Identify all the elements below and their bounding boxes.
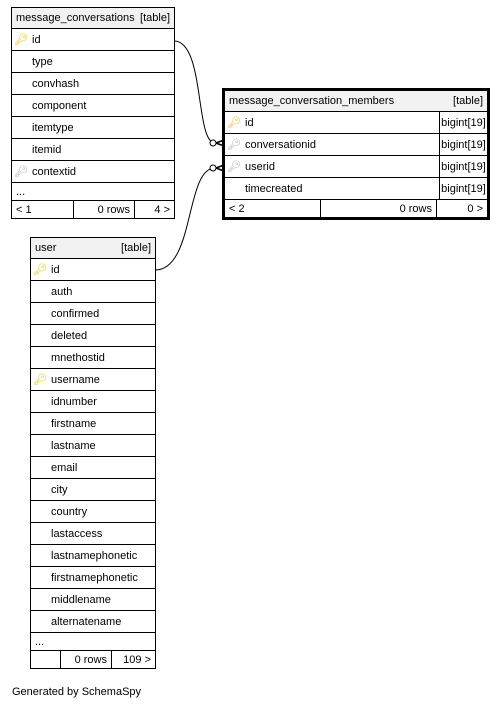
column-row[interactable] xyxy=(225,112,487,134)
column-name: username xyxy=(51,373,100,386)
column-row[interactable] xyxy=(31,611,155,633)
column-row[interactable] xyxy=(31,413,155,435)
column-row[interactable] xyxy=(12,139,174,161)
parent-count[interactable]: < 2 xyxy=(225,200,321,217)
column-row[interactable] xyxy=(31,369,155,391)
relation-conversation-link xyxy=(174,41,215,143)
column-name: type xyxy=(32,55,53,68)
table-message-conversations[interactable] xyxy=(11,7,175,219)
more-columns: ... xyxy=(31,633,155,651)
column-name: lastaccess xyxy=(51,527,103,540)
column-type: bigint[19] xyxy=(439,178,487,199)
column-row[interactable] xyxy=(31,435,155,457)
foreign-key-icon: 🔑︎ xyxy=(227,161,241,173)
column-name: deleted xyxy=(51,329,88,342)
column-name: id xyxy=(245,116,254,129)
column-name: mnethostid xyxy=(51,351,105,364)
table-footer xyxy=(225,200,487,217)
row-count: 0 rows xyxy=(61,651,112,668)
foreign-key-icon: 🔑︎ xyxy=(14,166,28,178)
column-name: itemid xyxy=(32,143,62,156)
column-row[interactable] xyxy=(31,589,155,611)
primary-key-icon: 🔑︎ xyxy=(33,264,47,276)
table-name: user xyxy=(35,242,57,254)
column-row[interactable] xyxy=(12,95,174,117)
column-row[interactable] xyxy=(31,457,155,479)
parent-count[interactable]: < 1 xyxy=(12,201,74,218)
child-count[interactable]: 109 > xyxy=(123,653,151,666)
column-row[interactable] xyxy=(31,303,155,325)
column-row[interactable] xyxy=(225,156,487,178)
foreign-key-icon: 🔑︎ xyxy=(227,139,241,151)
column-row[interactable] xyxy=(31,281,155,303)
column-row[interactable] xyxy=(31,347,155,369)
column-row[interactable] xyxy=(12,117,174,139)
column-name: userid xyxy=(245,160,275,173)
column-type: bigint[19] xyxy=(439,134,487,155)
row-count: 0 rows xyxy=(321,200,437,217)
column-row[interactable] xyxy=(31,479,155,501)
column-name: auth xyxy=(51,285,73,298)
column-row[interactable] xyxy=(31,567,155,589)
column-row[interactable] xyxy=(31,545,155,567)
table-message-conversation-members[interactable] xyxy=(222,88,490,220)
table-user[interactable] xyxy=(30,237,156,669)
table-name: message_conversation_members xyxy=(229,95,395,107)
more-columns: ... xyxy=(12,183,174,201)
column-name: id xyxy=(32,33,41,46)
table-footer xyxy=(12,201,174,218)
column-name: country xyxy=(51,505,88,518)
column-name: lastnamephonetic xyxy=(51,549,138,562)
column-name: firstname xyxy=(51,417,97,430)
column-row[interactable] xyxy=(31,391,155,413)
generated-by-label: Generated by SchemaSpy xyxy=(12,686,142,698)
child-count[interactable]: 4 > xyxy=(154,203,170,216)
primary-key-icon: 🔑︎ xyxy=(14,34,28,46)
primary-key-icon: 🔑︎ xyxy=(227,117,241,129)
column-name: lastname xyxy=(51,439,96,452)
table-header[interactable] xyxy=(31,238,155,259)
table-header[interactable] xyxy=(225,91,487,112)
row-count: 0 rows xyxy=(74,201,135,218)
table-kind: [table] xyxy=(121,242,151,254)
column-name: id xyxy=(51,263,60,276)
column-row[interactable] xyxy=(31,523,155,545)
child-count[interactable]: 0 > xyxy=(467,202,483,215)
column-name: conversationid xyxy=(245,138,316,151)
table-footer xyxy=(31,651,155,668)
column-name: middlename xyxy=(51,593,111,606)
column-name: convhash xyxy=(32,77,80,90)
column-row[interactable] xyxy=(225,178,487,200)
column-name: component xyxy=(32,99,87,112)
column-row[interactable] xyxy=(12,73,174,95)
table-header[interactable] xyxy=(12,8,174,29)
column-name: alternatename xyxy=(51,615,122,628)
column-row[interactable] xyxy=(31,325,155,347)
table-name: message_conversations xyxy=(16,12,135,24)
column-row[interactable] xyxy=(12,161,174,183)
column-name: email xyxy=(51,461,78,474)
column-name: contextid xyxy=(32,165,77,178)
parent-count[interactable] xyxy=(31,651,61,668)
column-name: timecreated xyxy=(245,182,303,195)
column-name: itemtype xyxy=(32,121,74,134)
column-name: city xyxy=(51,483,68,496)
column-row[interactable] xyxy=(225,134,487,156)
column-row[interactable] xyxy=(12,51,174,73)
table-kind: [table] xyxy=(453,95,483,107)
column-row[interactable] xyxy=(12,29,174,51)
unique-key-icon: 🔑︎ xyxy=(33,374,47,386)
relation-conversation-end xyxy=(210,140,216,146)
column-type: bigint[19] xyxy=(439,156,487,177)
column-name: idnumber xyxy=(51,395,97,408)
column-type: bigint[19] xyxy=(439,112,487,133)
column-row[interactable] xyxy=(31,501,155,523)
relation-user-end xyxy=(210,165,216,171)
column-name: firstnamephonetic xyxy=(51,571,138,584)
table-kind: [table] xyxy=(140,12,170,24)
column-name: confirmed xyxy=(51,307,100,320)
column-row[interactable] xyxy=(31,259,155,281)
